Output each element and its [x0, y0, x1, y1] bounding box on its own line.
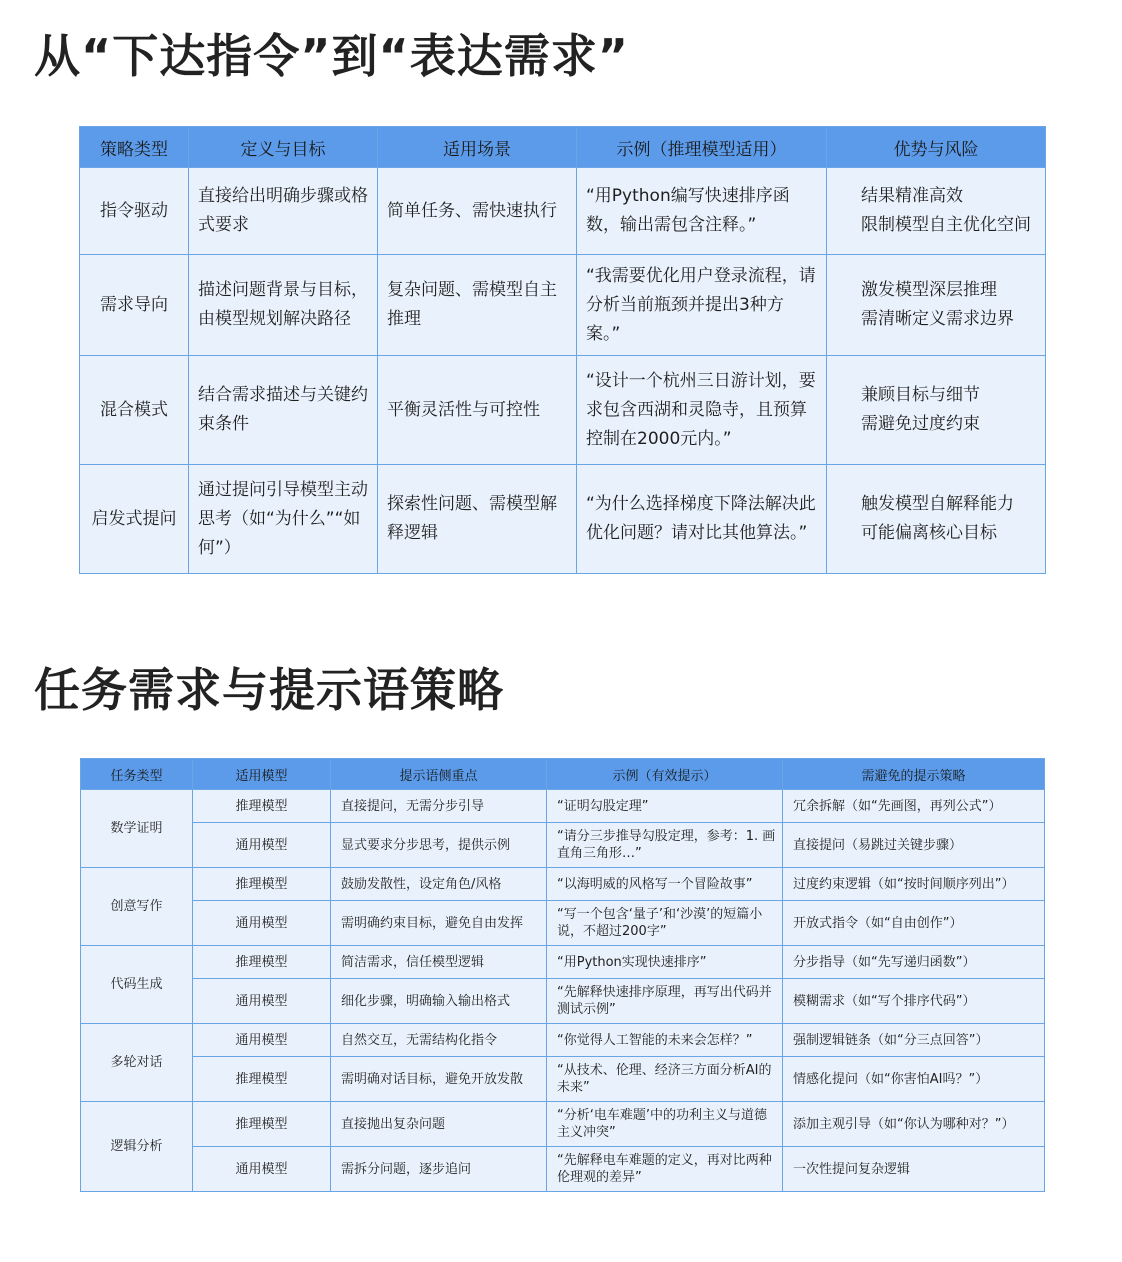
risk-text: 可能偏离核心目标 — [861, 523, 997, 543]
pros-risk-cell — [827, 465, 1046, 574]
focus-cell: 自然交互，无需结构化指令 — [331, 1024, 547, 1057]
task-type-cell: 创意写作 — [81, 868, 193, 946]
header-cell: 适用模型 — [193, 759, 331, 790]
task-prompt-table — [80, 758, 1045, 1192]
focus-cell: 直接抛出复杂问题 — [331, 1102, 547, 1147]
example-cell: “请分三步推导勾股定理，参考：1. 画直角三角形…” — [547, 823, 783, 868]
header-cell: 适用场景 — [378, 127, 577, 168]
header-cell: 示例（推理模型适用） — [577, 127, 827, 168]
definition-cell: 描述问题背景与目标，由模型规划解决路径 — [189, 255, 378, 356]
avoid-cell: 一次性提问复杂逻辑 — [783, 1147, 1045, 1192]
task-type-cell: 数学证明 — [81, 790, 193, 868]
table-header-row — [81, 759, 1045, 790]
model-cell: 推理模型 — [193, 1102, 331, 1147]
risk-text: 限制模型自主优化空间 — [861, 215, 1031, 235]
header-cell: 任务类型 — [81, 759, 193, 790]
definition-cell: 直接给出明确步骤或格式要求 — [189, 168, 378, 255]
header-cell: 定义与目标 — [189, 127, 378, 168]
focus-cell: 简洁需求，信任模型逻辑 — [331, 946, 547, 979]
avoid-cell: 模糊需求（如“写个排序代码”） — [783, 979, 1045, 1024]
definition-cell: 结合需求描述与关键约束条件 — [189, 356, 378, 465]
example-cell: “从技术、伦理、经济三方面分析AI的未来” — [547, 1057, 783, 1102]
header-cell: 策略类型 — [80, 127, 189, 168]
example-cell: “先解释快速排序原理，再写出代码并测试示例” — [547, 979, 783, 1024]
focus-cell: 需拆分问题，逐步追问 — [331, 1147, 547, 1192]
example-cell: “写一个包含‘量子’和‘沙漠’的短篇小说，不超过200字” — [547, 901, 783, 946]
scenario-cell: 简单任务、需快速执行 — [378, 168, 577, 255]
focus-cell: 鼓励发散性，设定角色/风格 — [331, 868, 547, 901]
scenario-cell: 复杂问题、需模型自主推理 — [378, 255, 577, 356]
table-row — [81, 868, 1045, 901]
page-title-strategy: 从“下达指令”到“表达需求” — [34, 29, 629, 83]
strategy-type-cell: 混合模式 — [80, 356, 189, 465]
table-row — [81, 979, 1045, 1024]
task-type-cell: 逻辑分析 — [81, 1102, 193, 1192]
strategy-type-cell: 启发式提问 — [80, 465, 189, 574]
model-cell: 通用模型 — [193, 1147, 331, 1192]
example-cell: “证明勾股定理” — [547, 790, 783, 823]
table-row — [81, 901, 1045, 946]
task-type-cell: 代码生成 — [81, 946, 193, 1024]
example-cell: “为什么选择梯度下降法解决此优化问题？请对比其他算法。” — [577, 465, 827, 574]
strategy-table — [79, 126, 1046, 574]
focus-cell: 需明确约束目标，避免自由发挥 — [331, 901, 547, 946]
pros-risk-cell — [827, 255, 1046, 356]
example-cell: “先解释电车难题的定义，再对比两种伦理观的差异” — [547, 1147, 783, 1192]
example-cell: “分析‘电车难题’中的功利主义与道德主义冲突” — [547, 1102, 783, 1147]
risk-text: 需避免过度约束 — [861, 414, 980, 434]
page-title-task-prompt: 任务需求与提示语策略 — [34, 663, 504, 717]
strategy-type-cell: 需求导向 — [80, 255, 189, 356]
header-cell: 提示语侧重点 — [331, 759, 547, 790]
scenario-cell: 探索性问题、需模型解释逻辑 — [378, 465, 577, 574]
table-row — [80, 465, 1046, 574]
pros-text: 结果精准高效 — [861, 186, 963, 206]
pros-text: 激发模型深层推理 — [861, 280, 997, 300]
avoid-cell: 开放式指令（如“自由创作”） — [783, 901, 1045, 946]
avoid-cell: 分步指导（如“先写递归函数”） — [783, 946, 1045, 979]
focus-cell: 显式要求分步思考，提供示例 — [331, 823, 547, 868]
example-cell: “用Python实现快速排序” — [547, 946, 783, 979]
table-row — [80, 255, 1046, 356]
model-cell: 通用模型 — [193, 1024, 331, 1057]
focus-cell: 需明确对话目标，避免开放发散 — [331, 1057, 547, 1102]
model-cell: 通用模型 — [193, 979, 331, 1024]
example-cell: “你觉得人工智能的未来会怎样？” — [547, 1024, 783, 1057]
definition-cell: 通过提问引导模型主动思考（如“为什么”“如何”） — [189, 465, 378, 574]
avoid-cell: 直接提问（易跳过关键步骤） — [783, 823, 1045, 868]
model-cell: 推理模型 — [193, 790, 331, 823]
example-cell: “用Python编写快速排序函数，输出需包含注释。” — [577, 168, 827, 255]
table-header-row — [80, 127, 1046, 168]
table-row — [81, 1057, 1045, 1102]
table-row — [80, 356, 1046, 465]
focus-cell: 直接提问，无需分步引导 — [331, 790, 547, 823]
pros-text: 触发模型自解释能力 — [861, 494, 1014, 514]
example-cell: “设计一个杭州三日游计划，要求包含西湖和灵隐寺，且预算控制在2000元内。” — [577, 356, 827, 465]
scenario-cell: 平衡灵活性与可控性 — [378, 356, 577, 465]
pros-risk-cell — [827, 168, 1046, 255]
strategy-type-cell: 指令驱动 — [80, 168, 189, 255]
avoid-cell: 添加主观引导（如“你认为哪种对？”） — [783, 1102, 1045, 1147]
risk-text: 需清晰定义需求边界 — [861, 309, 1014, 329]
table-row — [81, 823, 1045, 868]
table-row — [81, 1102, 1045, 1147]
pros-risk-cell — [827, 356, 1046, 465]
header-cell: 优势与风险 — [827, 127, 1046, 168]
example-cell: “我需要优化用户登录流程，请分析当前瓶颈并提出3种方案。” — [577, 255, 827, 356]
table-row — [81, 1024, 1045, 1057]
task-type-cell: 多轮对话 — [81, 1024, 193, 1102]
focus-cell: 细化步骤，明确输入输出格式 — [331, 979, 547, 1024]
header-cell: 需避免的提示策略 — [783, 759, 1045, 790]
table-row — [81, 790, 1045, 823]
model-cell: 推理模型 — [193, 1057, 331, 1102]
example-cell: “以海明威的风格写一个冒险故事” — [547, 868, 783, 901]
table-row — [81, 1147, 1045, 1192]
model-cell: 推理模型 — [193, 868, 331, 901]
avoid-cell: 强制逻辑链条（如“分三点回答”） — [783, 1024, 1045, 1057]
avoid-cell: 情感化提问（如“你害怕AI吗？”） — [783, 1057, 1045, 1102]
avoid-cell: 过度约束逻辑（如“按时间顺序列出”） — [783, 868, 1045, 901]
pros-text: 兼顾目标与细节 — [861, 385, 980, 405]
model-cell: 通用模型 — [193, 823, 331, 868]
table-row — [80, 168, 1046, 255]
avoid-cell: 冗余拆解（如“先画图，再列公式”） — [783, 790, 1045, 823]
table-row — [81, 946, 1045, 979]
model-cell: 推理模型 — [193, 946, 331, 979]
header-cell: 示例（有效提示） — [547, 759, 783, 790]
model-cell: 通用模型 — [193, 901, 331, 946]
